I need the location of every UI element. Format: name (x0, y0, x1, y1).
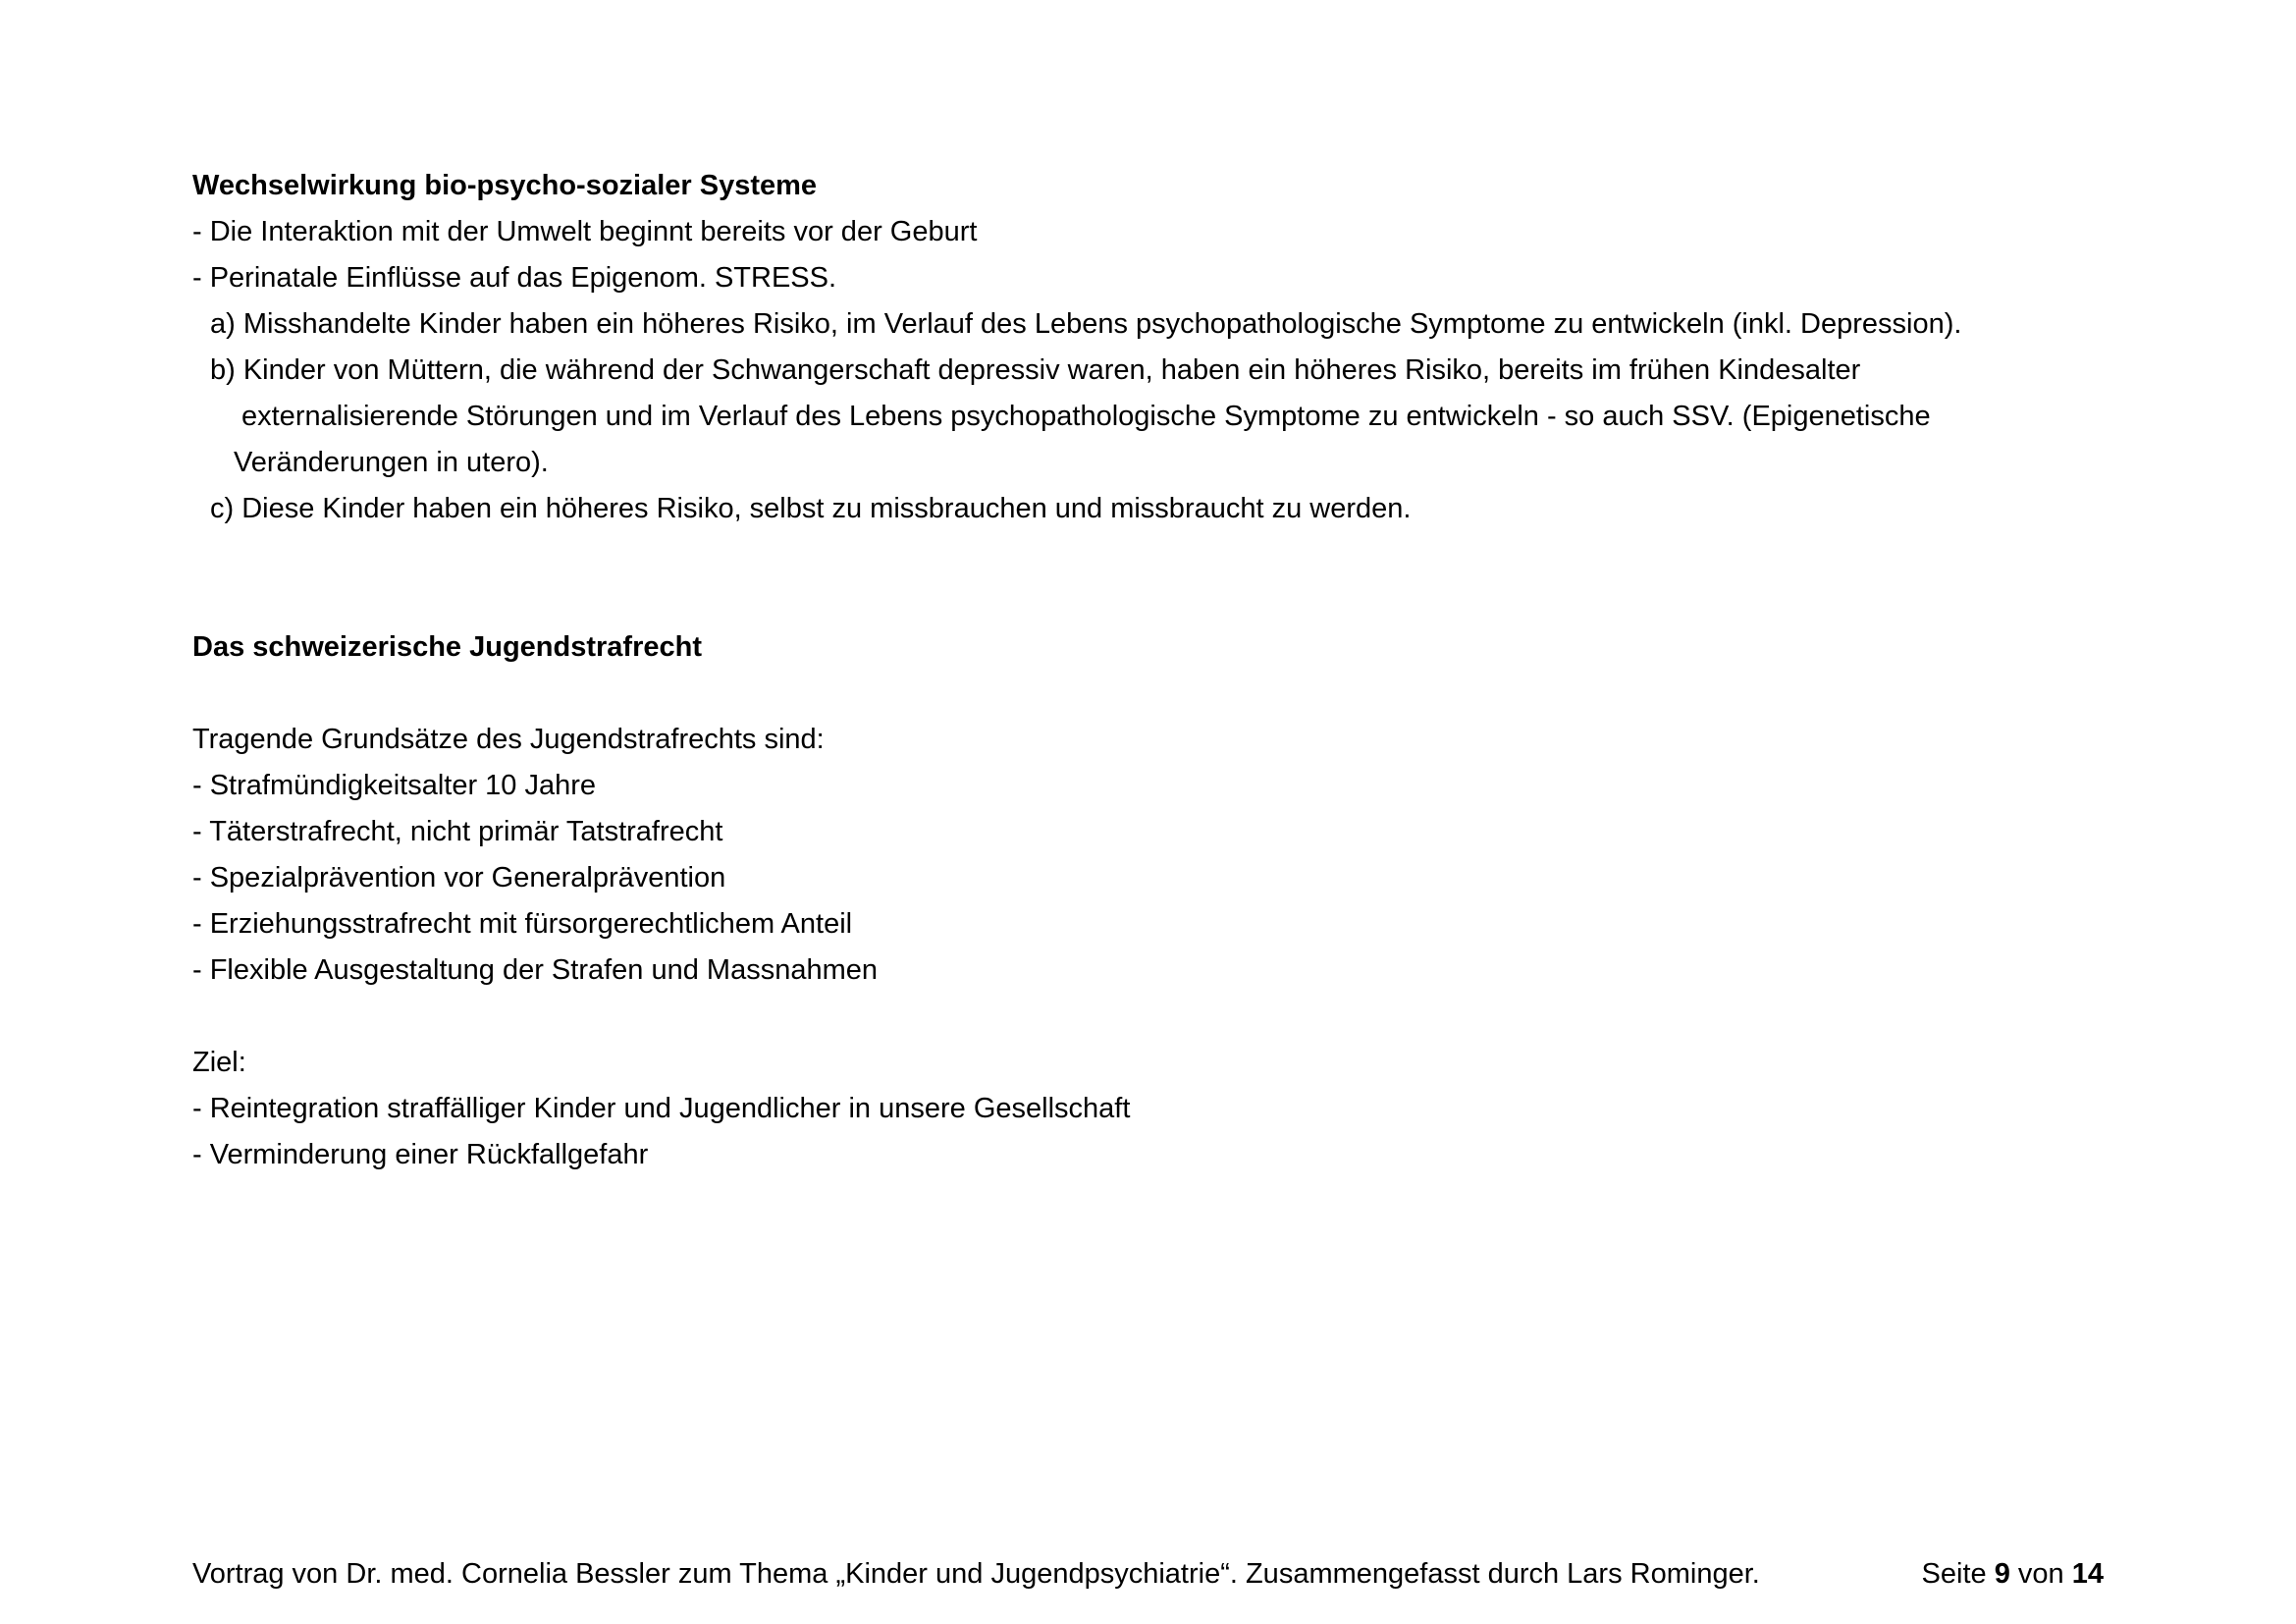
blank-line (192, 994, 2149, 1040)
blank-line (192, 671, 2149, 717)
section1-bullet-perinatale: - Perinatale Einflüsse auf das Epigenom. STRESS. (192, 262, 837, 294)
blank-line (192, 532, 2149, 578)
section1-item-b-line2: externalisierende Störungen und im Verlauf des Lebens psychopathologische Symptome zu entwickeln - so auch SSV. (Epigenetische (241, 401, 1931, 432)
footer-page-prefix: Seite (1921, 1558, 1995, 1590)
section1-item-c: c) Diese Kinder haben ein höheres Risiko, selbst zu missbrauchen und missbraucht zu werden. (210, 493, 1412, 524)
section1-item-b-line1: b) Kinder von Müttern, die während der Schwangerschaft depressiv waren, haben ein höheres Risiko, bereits im frühen Kindesalter (210, 354, 1861, 386)
section1-item-a: a) Misshandelte Kinder haben ein höheres Risiko, im Verlauf des Lebens psychopathologische Symptome zu entwickeln (inkl. Depression). (210, 308, 1962, 340)
section3-bullet-reintegration: - Reintegration straffälliger Kinder und Jugendlicher in unsere Gesellschaft (192, 1093, 1131, 1124)
section2-bullet-spezialpraevention: - Spezialprävention vor Generalprävention (192, 862, 726, 893)
section2-heading: Das schweizerische Jugendstrafrecht (192, 631, 702, 663)
section2-intro: Tragende Grundsätze des Jugendstrafrechts sind: (192, 724, 825, 755)
footer-page-indicator (1922, 1551, 2104, 1597)
section2-bullet-flexible-ausgestaltung: - Flexible Ausgestaltung der Strafen und Massnahmen (192, 954, 879, 986)
footer-source-text: Vortrag von Dr. med. Cornelia Bessler zum Thema „Kinder und Jugendpsychiatrie“. Zusammengefasst durch Lars Rominger. (192, 1558, 1760, 1590)
footer-page-middle: von (2009, 1558, 2072, 1590)
section1-item-b-line3: Veränderungen in utero). (234, 447, 549, 478)
page-footer (192, 1551, 2104, 1597)
page-content (192, 163, 2149, 1178)
section3-label: Ziel: (192, 1047, 246, 1078)
section3-bullet-verminderung: - Verminderung einer Rückfallgefahr (192, 1139, 649, 1170)
footer-page-total: 14 (2071, 1558, 2104, 1590)
section1-heading: Wechselwirkung bio-psycho-sozialer Systeme (192, 170, 818, 201)
footer-page-number: 9 (1994, 1558, 2010, 1590)
section2-bullet-erziehungsstrafrecht: - Erziehungsstrafrecht mit fürsorgerechtlichem Anteil (192, 908, 853, 940)
section2-bullet-strafmuendigkeitsalter: - Strafmündigkeitsalter 10 Jahre (192, 770, 597, 801)
section1-bullet-interaktion: - Die Interaktion mit der Umwelt beginnt bereits vor der Geburt (192, 216, 978, 247)
section2-bullet-taeterstrafrecht: - Täterstrafrecht, nicht primär Tatstrafrecht (192, 816, 723, 847)
blank-line (192, 578, 2149, 624)
